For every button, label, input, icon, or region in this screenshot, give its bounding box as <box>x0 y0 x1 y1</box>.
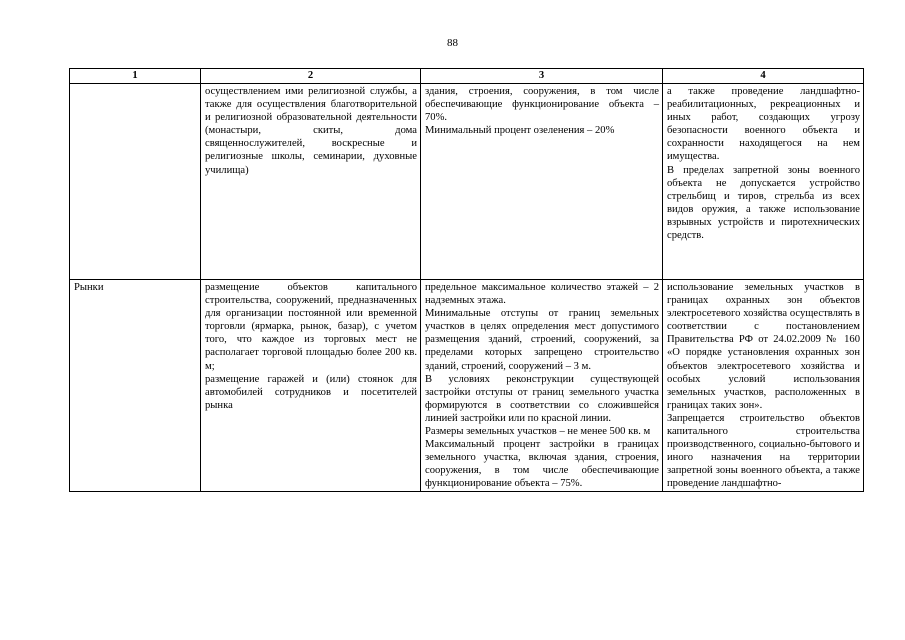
paragraph: а также проведение ландшафтно-реабилитационных, рекреационных и иных работ, создающих угрозу безопасности военного объекта и сохранности находящегося на нем имущества. <box>667 86 860 163</box>
regulations-table <box>69 68 864 492</box>
paragraph: размещение гаражей и (или) стоянок для автомобилей сотрудников и посетителей рынка <box>205 373 417 411</box>
paragraph: здания, строения, сооружения, в том числе обеспечивающие функционирование объекта – 70%. <box>425 86 659 124</box>
page-number: 88 <box>447 37 458 49</box>
paragraph: В условиях реконструкции существующей застройки отступы от границ земельного участка формируются в соответствии со сложившейся линией застройки или по красной линии. <box>425 373 659 424</box>
paragraph: размещение объектов капитального строительства, сооружений, предназначенных для организации постоянной или временной торговли (ярмарка, рынок, базар), с учетом того, что каждое из торговых мест не располагает торговой площадью более 200 кв. м; <box>205 282 417 372</box>
paragraph: осуществлением ими религиозной службы, а также для осуществления благотворительной и религиозной образовательной деятельности (монастыри, скиты, дома священнослужителей, воскресные и религиозные школы, семинарии, духовные училища) <box>205 86 417 176</box>
column-header: 1 <box>70 69 201 84</box>
table-row <box>70 84 864 280</box>
paragraph: Размеры земельных участков – не менее 500 кв. м <box>425 426 651 438</box>
table-header-row <box>70 69 864 84</box>
column-header: 2 <box>201 69 421 84</box>
paragraph: использование земельных участков в границах охранных зон объектов электросетевого хозяйства осуществлять в соответствии с постановлением Правительства РФ от 24.02.2009 № 160 «О порядке установления охранных зон объектов электросетевого хозяйства и особых условий использования земельных участков, расположенных в границах таких зон». <box>667 282 860 411</box>
table-cell-use-type <box>70 84 201 280</box>
cell-text: Рынки <box>74 282 104 293</box>
paragraph: Запрещается строительство объектов капитального строительства производственного, социально-бытового и иного назначения на территории запретной зоны военного объекта, а также проведение ландшафтно- <box>667 412 860 490</box>
table-cell-use-type <box>70 280 201 492</box>
paragraph: Максимальный процент застройки в границах земельного участка, включая здания, строения, сооружения, в том числе обеспечивающие функционирование объекта – 75%. <box>425 439 659 490</box>
table-row <box>70 280 864 492</box>
table-cell-permitted-use <box>201 280 421 492</box>
table-cell-restrictions <box>663 84 864 280</box>
table-cell-permitted-use <box>201 84 421 280</box>
paragraph: В пределах запретной зоны военного объекта не допускается устройство стрельбищ и тиров, стрельба из всех видов оружия, а также использование взрывных устройств и пиротехнических средств. <box>667 164 860 242</box>
paragraph: Минимальный процент озеленения – 20% <box>425 125 615 137</box>
paragraph: Минимальные отступы от границ земельных участков в целях определения мест допустимого размещения зданий, строений, сооружений, за пределами которых запрещено строительство зданий, строений, сооружений – 3 м. <box>425 308 659 372</box>
table-cell-restrictions <box>663 280 864 492</box>
column-header: 4 <box>663 69 864 84</box>
paragraph: предельное максимальное количество этажей – 2 надземных этажа. <box>425 282 659 307</box>
table-cell-parameters <box>421 84 663 280</box>
column-header: 3 <box>421 69 663 84</box>
table-cell-parameters <box>421 280 663 492</box>
